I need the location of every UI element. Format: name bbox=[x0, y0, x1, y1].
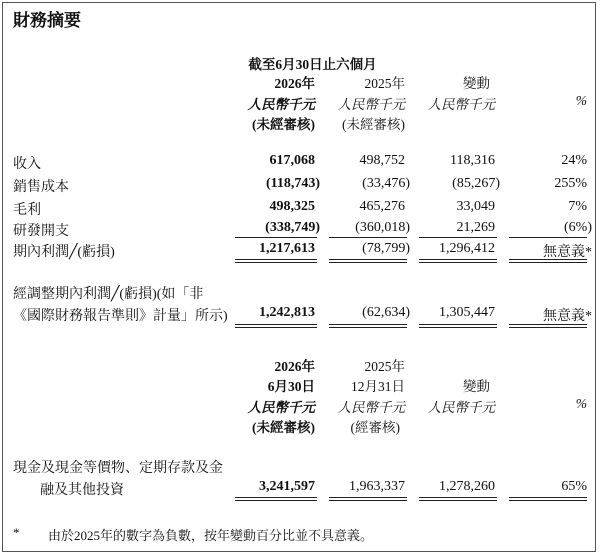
header-change: 變動 bbox=[463, 76, 490, 91]
header-2025: 2025年 bbox=[364, 76, 405, 91]
footnote-mark: * bbox=[13, 525, 20, 540]
value-2025: (33,476) bbox=[362, 176, 410, 191]
value-pct: 無意義* bbox=[543, 245, 592, 260]
value-pct: 無意義* bbox=[543, 309, 592, 324]
row-label-line2: 《國際財務報告準則》計量」所示) bbox=[13, 309, 228, 324]
header2-2025-date: 12月31日 bbox=[351, 379, 405, 394]
value-2026: 3,241,597 bbox=[259, 479, 315, 494]
unit-change: 人民幣千元 bbox=[427, 97, 495, 112]
audit2-2026: (未經審核) bbox=[252, 420, 315, 435]
total-double-rule bbox=[329, 497, 407, 501]
value-2026: 498,325 bbox=[269, 199, 315, 214]
header-2026: 2026年 bbox=[274, 76, 315, 91]
value-change: 1,278,260 bbox=[439, 479, 495, 494]
value-2025: 1,963,337 bbox=[349, 479, 405, 494]
unit2-2025: 人民幣千元 bbox=[337, 400, 405, 415]
value-pct: 7% bbox=[568, 199, 587, 214]
subtotal-rule bbox=[329, 237, 407, 238]
value-change: 1,296,412 bbox=[439, 241, 495, 256]
value-pct: 255% bbox=[554, 176, 587, 191]
unit2-change: 人民幣千元 bbox=[427, 400, 495, 415]
total-double-rule bbox=[419, 324, 497, 328]
value-2025: 465,276 bbox=[359, 199, 405, 214]
total-double-rule bbox=[509, 324, 587, 328]
header2-2026-year: 2026年 bbox=[274, 359, 315, 374]
audit-2025: (未經審核) bbox=[342, 117, 405, 132]
row-label-line1: 經調整期內利潤╱(虧損)(如「非 bbox=[13, 287, 204, 302]
total-double-rule bbox=[235, 324, 317, 328]
value-2026: (118,743) bbox=[265, 176, 320, 191]
row-label-line2: 融及其他投資 bbox=[40, 483, 124, 498]
value-change: 33,049 bbox=[456, 199, 495, 214]
value-change: 21,269 bbox=[456, 220, 495, 235]
row-label: 銷售成本 bbox=[13, 180, 69, 195]
row-label: 毛利 bbox=[13, 203, 41, 218]
total-double-rule bbox=[329, 259, 407, 263]
header2-change: 變動 bbox=[463, 379, 490, 394]
total-double-rule bbox=[509, 497, 587, 501]
total-double-rule bbox=[329, 324, 407, 328]
unit-pct: % bbox=[575, 93, 587, 108]
unit-2026: 人民幣千元 bbox=[247, 97, 315, 112]
unit-2025: 人民幣千元 bbox=[337, 97, 405, 112]
header2-2025-year: 2025年 bbox=[364, 359, 405, 374]
audit-2026: (未經審核) bbox=[252, 117, 315, 132]
value-2025: (78,799) bbox=[362, 241, 410, 256]
value-change: 118,316 bbox=[450, 153, 495, 168]
subtotal-rule bbox=[509, 237, 587, 238]
total-double-rule bbox=[419, 497, 497, 501]
section-title: 財務摘要 bbox=[13, 11, 81, 31]
row-label: 期內利潤╱(虧損) bbox=[13, 245, 115, 260]
value-pct: 65% bbox=[561, 479, 587, 494]
total-double-rule bbox=[235, 497, 317, 501]
value-2026: 1,217,613 bbox=[259, 241, 315, 256]
value-2025: (360,018) bbox=[355, 220, 410, 235]
row-label: 研發開支 bbox=[13, 224, 69, 239]
unit2-pct: % bbox=[575, 396, 587, 411]
total-double-rule bbox=[235, 259, 317, 263]
footnote-text: 由於2025年的數字為負數，按年變動百分比並不具意義。 bbox=[48, 528, 374, 543]
audit2-2025: (經審核) bbox=[350, 420, 400, 435]
value-2025: (62,634) bbox=[362, 305, 410, 320]
total-double-rule bbox=[419, 259, 497, 263]
value-2025: 498,752 bbox=[359, 153, 405, 168]
row-label: 收入 bbox=[13, 157, 41, 172]
value-2026: 617,068 bbox=[269, 153, 315, 168]
unit2-2026: 人民幣千元 bbox=[247, 400, 315, 415]
total-double-rule bbox=[509, 259, 587, 263]
header2-2026-date: 6月30日 bbox=[267, 379, 315, 394]
row-label-line1: 現金及現金等價物、定期存款及金 bbox=[13, 461, 223, 476]
value-2026: 1,242,813 bbox=[259, 305, 315, 320]
value-change: 1,305,447 bbox=[439, 305, 495, 320]
subtotal-rule bbox=[235, 237, 317, 238]
subtotal-rule bbox=[419, 237, 497, 238]
value-pct: (6%) bbox=[564, 220, 592, 235]
period-header: 截至6月30日止六個月 bbox=[248, 57, 377, 72]
value-2026: (338,749) bbox=[265, 220, 320, 235]
value-change: (85,267) bbox=[452, 176, 500, 191]
value-pct: 24% bbox=[561, 153, 587, 168]
